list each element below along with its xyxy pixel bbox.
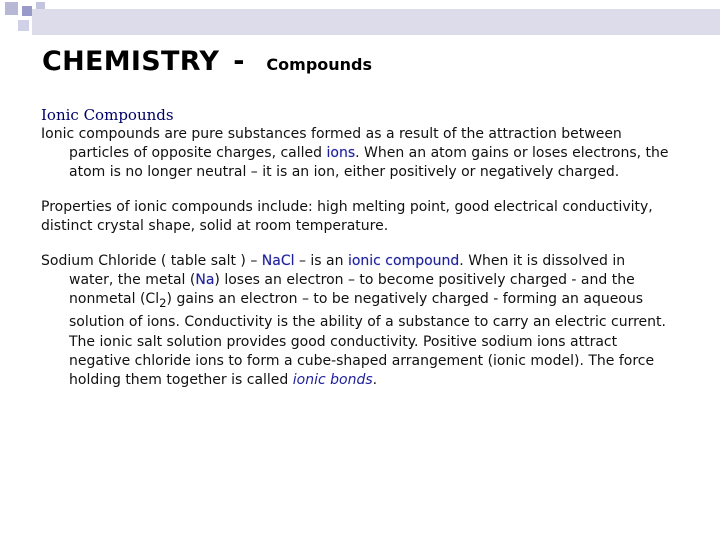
text-run: ) loses an electron – to become positively charged - and the nonmetal (Cl bbox=[69, 272, 635, 308]
deco-square bbox=[5, 2, 18, 15]
text-run: ) gains an electron – to be negatively charged - forming an aqueous solution of ions. Conductivity is the ability of a substance to carry an electric current. The ionic salt solution provides good conductivity. Positive sodium ions attract negative chloride ions to form a cube-shaped arrangement (ionic model). The force holding them together is called bbox=[69, 291, 666, 389]
title-main: CHEMISTRY bbox=[42, 46, 220, 77]
subscript-2: 2 bbox=[159, 296, 167, 311]
text-run: . bbox=[372, 372, 378, 389]
text-run: Sodium Chloride ( table salt ) – bbox=[41, 253, 262, 270]
keyword-ions: ions bbox=[326, 145, 356, 162]
text-run: . When it is dissolved in water, the metal ( bbox=[69, 253, 626, 289]
paragraph-properties: Properties of ionic compounds include: high melting point, good electrical conductivity, distinct crystal shape, solid at room temperature. bbox=[41, 198, 653, 234]
keyword-nacl: NaCl bbox=[261, 253, 295, 270]
section-heading: Ionic Compounds bbox=[41, 106, 174, 124]
text-run: . When an atom gains or loses electrons, the atom is no longer neutral – it is an ion, either positively or negatively charged. bbox=[69, 145, 669, 181]
content bbox=[41, 106, 671, 390]
keyword-ionic-bonds: ionic bonds bbox=[292, 372, 373, 389]
text-run: – is an bbox=[294, 253, 348, 270]
deco-square bbox=[18, 20, 29, 31]
paragraph-sodium-chloride bbox=[41, 252, 671, 390]
header-band bbox=[32, 9, 720, 35]
keyword-ionic-compound: ionic compound bbox=[347, 253, 460, 270]
keyword-na: Na bbox=[195, 272, 215, 289]
text-run: Ionic compounds are pure substances formed as a result of the attraction between particles of opposite charges, called bbox=[41, 126, 622, 162]
page-title bbox=[42, 40, 372, 78]
title-subtitle: Compounds bbox=[266, 55, 373, 74]
deco-square bbox=[22, 6, 32, 16]
title-separator: - bbox=[233, 46, 245, 77]
paragraph-ionic-compounds bbox=[41, 125, 671, 183]
